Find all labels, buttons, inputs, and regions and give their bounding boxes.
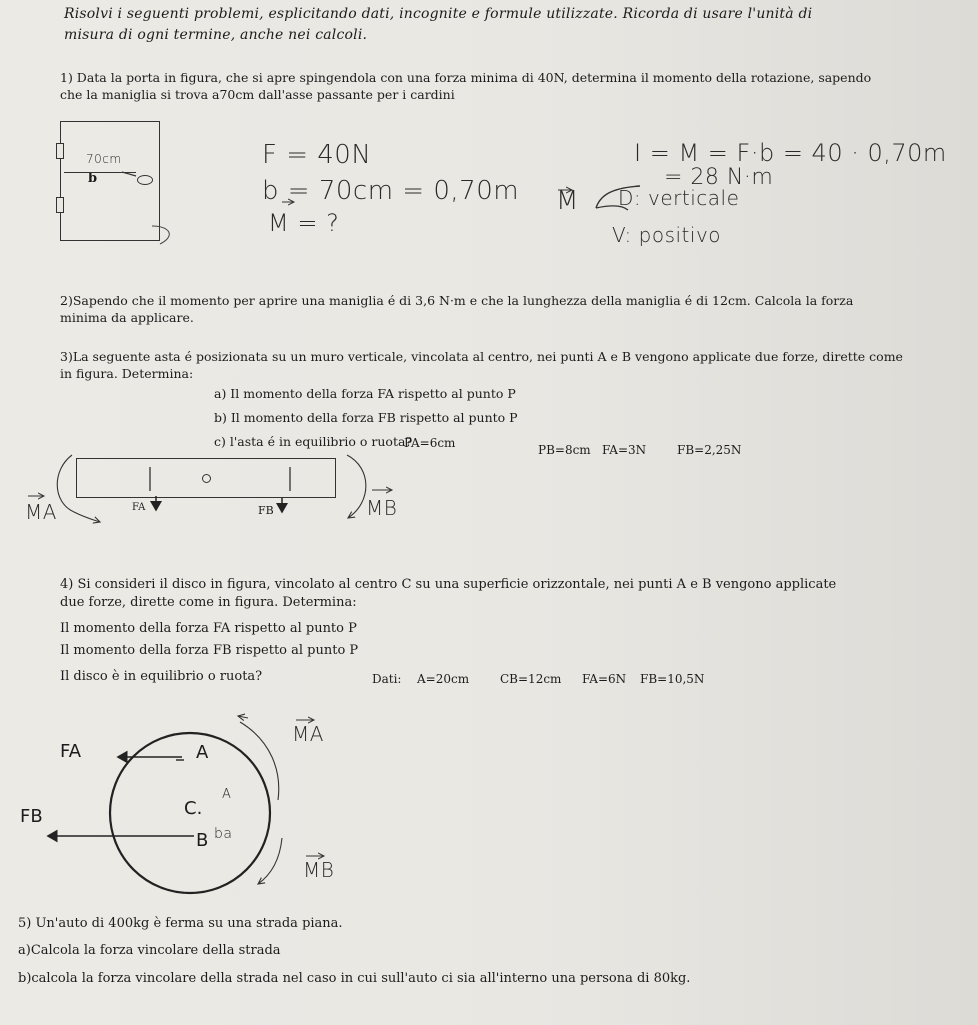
hw-force: F = 40N — [262, 140, 372, 170]
problem-4-dati: Dati: — [372, 672, 402, 686]
problem-4-a: A=20cm — [417, 672, 470, 686]
door-handle-arrow — [122, 172, 136, 176]
problem-4-line-2: due forze, dirette come in figura. Determina: — [60, 595, 357, 610]
disc-mb-arc — [258, 838, 282, 884]
hw-direction: D: verticale — [618, 186, 740, 210]
intro-line-2: misura di ogni termine, anche nei calcoli. — [64, 27, 368, 43]
disc-fb-label: FB — [20, 806, 43, 827]
rod-mb-label: MB — [366, 496, 398, 520]
door-swing-curve — [152, 226, 169, 244]
problem-4-fa: FA=6N — [582, 672, 627, 686]
hw-curve-1 — [596, 186, 640, 208]
problem-3-pa: PA=6cm — [404, 436, 456, 450]
hw-verso: V: positivo — [612, 223, 722, 247]
disc-ba-label: ba — [214, 826, 233, 842]
problem-3-line-2: in figura. Determina: — [60, 366, 194, 381]
problem-5-item-a: a)Calcola la forza vincolare della strada — [18, 943, 281, 958]
rod-fa-label: FA — [132, 502, 146, 513]
problem-2-line-2: minima da applicare. — [60, 310, 194, 325]
disc-a-label: A — [196, 742, 209, 763]
rod-ma-arc — [57, 455, 100, 522]
disc-center-label: C. — [184, 798, 203, 819]
problem-4-fb: FB=10,5N — [640, 672, 705, 686]
problem-1-line-2: che la maniglia si trova a70cm dall'asse passante per i cardini — [60, 87, 455, 102]
problem-5-line-1: 5) Un'auto di 400kg è ferma su una strada piana. — [18, 916, 343, 931]
disc-ma-arc — [240, 722, 279, 800]
disc-mb-label: MB — [303, 858, 335, 882]
problem-5-item-b: b)calcola la forza vincolare della strada nel caso in cui sull'auto ci sia all'interno una persona di 80kg. — [18, 971, 691, 986]
rod-ma-label: MA — [25, 500, 57, 524]
door-distance-label: 70cm — [86, 152, 122, 166]
rod-mb-arc — [347, 455, 366, 518]
rod-fb-label: FB — [258, 504, 274, 517]
disc-b-label: B — [196, 830, 209, 851]
problem-4-line-1: 4) Si consideri il disco in figura, vincolato al centro C su una superficie orizzontale, nei punti A e B vengono applicate — [60, 577, 837, 592]
hw-result: = 28 N·m — [664, 165, 774, 190]
hw-moment-unknown: M = ? — [268, 209, 340, 237]
problem-3-item-b: b) Il momento della forza FB rispetto al punto P — [214, 410, 518, 425]
hw-curve-2 — [596, 206, 628, 210]
disc-fa-label: FA — [60, 741, 82, 762]
problem-3-pb: PB=8cm — [538, 443, 591, 457]
disc-ma-label: MA — [292, 722, 324, 746]
problem-4-item-3: Il disco è in equilibrio o ruota? — [60, 669, 263, 684]
problem-3-item-c: c) l'asta é in equilibrio o ruota? — [214, 434, 413, 449]
hw-distance: b = 70cm = 0,70m — [262, 176, 520, 206]
hw-moment-vector: M — [556, 186, 579, 216]
disc-ma-arc-head — [238, 716, 248, 718]
door-b-label: b — [88, 171, 98, 186]
problem-2-line-1: 2)Sapendo che il momento per aprire una maniglia é di 3,6 N·m e che la lunghezza della maniglia é di 12cm. Calcola la forza — [60, 293, 854, 308]
problem-4-cb: CB=12cm — [500, 672, 562, 686]
intro-line-1: Risolvi i seguenti problemi, esplicitando dati, incognite e formule utilizzate. Ricorda di usare l'unità di — [64, 6, 813, 22]
problem-1-line-1: 1) Data la porta in figura, che si apre spingendola con una forza minima di 40N, determina il momento della rotazione, sapendo — [60, 70, 872, 85]
problem-3-fb: FB=2,25N — [677, 443, 742, 457]
disc-a-radius-label: A — [222, 787, 232, 802]
problem-3-fa: FA=3N — [602, 443, 647, 457]
problem-4-item-2: Il momento della forza FB rispetto al punto P — [60, 643, 359, 658]
problem-4-item-1: Il momento della forza FA rispetto al punto P — [60, 621, 357, 636]
problem-3-item-a: a) Il momento della forza FA rispetto al punto P — [214, 386, 516, 401]
problem-3-line-1: 3)La seguente asta é posizionata su un muro verticale, vincolata al centro, nei punti A e B vengono applicate due forze, dirette come — [60, 349, 903, 364]
hw-formula: I = M = F·b = 40 · 0,70m — [634, 139, 947, 167]
